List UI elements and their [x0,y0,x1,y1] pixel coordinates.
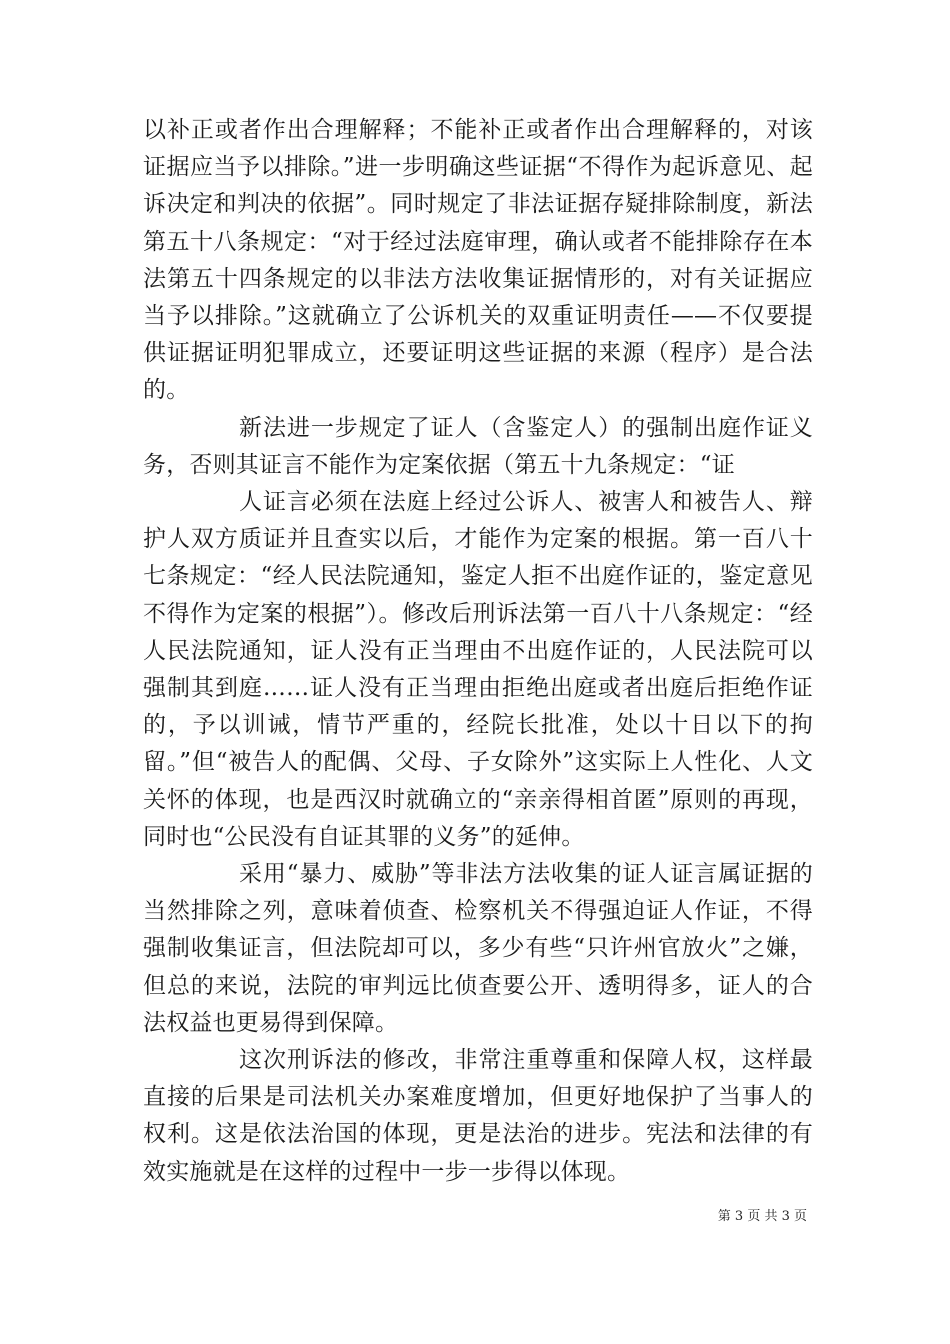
paragraph-illegal-methods: 采用“暴力、威胁”等非法方法收集的证人证言属证据的当然排除之列，意味着侦查、检察机关不得强迫证人作证，不得强制收集证言，但法院却可以，多少有些“只许州官放火”之嫌，但总的来说，法院的审判远比侦查要公开、透明得多，证人的合法权益也更易得到保障。 [143,861,813,1036]
paragraph-witness-obligation: 新法进一步规定了证人（含鉴定人）的强制出庭作证义务，否则其证言不能作为定案依据（第五十九条规定：“证 [143,414,813,478]
paragraph-witness-testimony: 人证言必须在法庭上经过公诉人、被害人和被告人、辩护人双方质证并且查实以后，才能作为定案的根据。第一百八十七条规定：“经人民法院通知，鉴定人拒不出庭作证的，鉴定意见不得作为定案的根据”）。修改后刑诉法第一百八十八条规定：“经人民法院通知，证人没有正当理由不出庭作证的，人民法院可以强制其到庭……证人没有正当理由拒绝出庭或者出庭后拒绝作证的，予以训诫，情节严重的，经院长批准，处以十日以下的拘留。”但“被告人的配偶、父母、子女除外”这实际上人性化、人文关怀的体现，也是西汉时就确立的“亲亲得相首匿”原则的再现，同时也“公民没有自证其罪的义务”的延伸。 [143,489,813,850]
paragraph-continuation: 以补正或者作出合理解释；不能补正或者作出合理解释的，对该证据应当予以排除。”进一步明确这些证据“不得作为起诉意见、起诉决定和判决的依据”。同时规定了非法证据存疑排除制度，新法第五十八条规定：“对于经过法庭审理，确认或者不能排除存在本法第五十四条规定的以非法方法收集证据情形的，对有关证据应当予以排除。”这就确立了公诉机关的双重证明责任——不仅要提供证据证明犯罪成立，还要证明这些证据的来源（程序）是合法的。 [143,117,813,404]
paragraph-conclusion: 这次刑诉法的修改，非常注重尊重和保障人权，这样最直接的后果是司法机关办案难度增加，但更好地保护了当事人的权利。这是依法治国的体现，更是法治的进步。宪法和法律的有效实施就是在这样的过程中一步一步得以体现。 [143,1047,813,1185]
page-number: 第 3 页 共 3 页 [717,1209,807,1224]
document-body [143,112,813,1191]
